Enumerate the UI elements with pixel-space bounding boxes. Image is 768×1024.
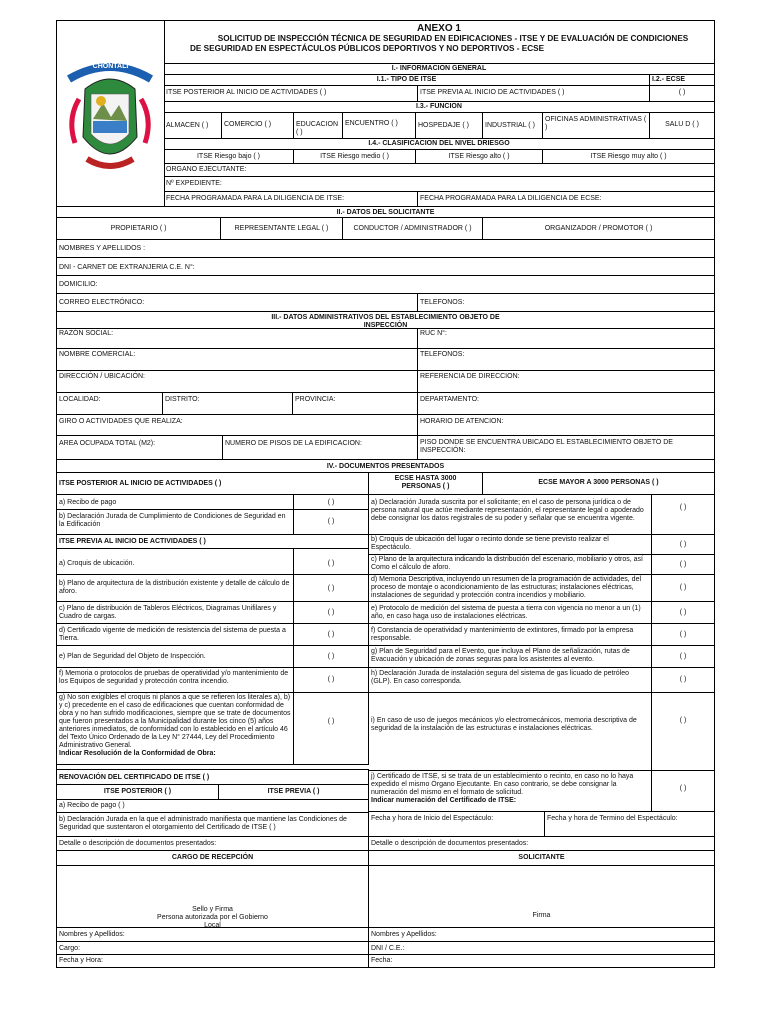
tipo-itse-title: I.1.- TIPO DE ITSE <box>164 75 650 86</box>
persona-autorizada-label: Persona autorizada por el Gobierno <box>157 914 268 921</box>
ecse-juegos-mecanicos-check[interactable]: ( ) <box>652 693 714 771</box>
ecse-memoria-descriptiva: d) Memoria Descriptiva, incluyendo un resumen de la programación de actividades, del proceso de montaje o acondicionamiento de las estructuras; instalaciones eléctricas, instalaciones de seguridad y protección contra incendios y mobiliario. <box>369 575 652 602</box>
itse-previa-option[interactable]: ITSE PREVIA AL INICIO DE ACTIVIDADES ( ) <box>418 86 650 102</box>
ecse-croquis-check[interactable]: ( ) <box>652 535 714 555</box>
doc-plano-arquitectura-check[interactable]: ( ) <box>294 575 369 602</box>
telefonos-establecimiento-field[interactable]: TELEFONOS: <box>418 349 714 371</box>
doc-memoria-protocolos-check[interactable]: ( ) <box>294 668 369 693</box>
ecse-constancia-extintores: f) Constancia de operatividad y mantenimiento de extintores, firmado por la empresa responsable. <box>369 624 652 646</box>
clasificacion-title: I.4.- CLASIFICACION DEL NIVEL DRIESGO <box>164 139 714 150</box>
riesgo-bajo[interactable]: ITSE Riesgo bajo ( ) <box>164 150 294 164</box>
renovacion-itse-posterior[interactable]: ITSE POSTERIOR ( ) <box>57 785 219 800</box>
pisos-field[interactable]: NUMERO DE PISOS DE LA EDIFICACION: <box>223 436 418 459</box>
fecha-ecse-field[interactable]: FECHA PROGRAMADA PARA LA DILIGENCIA DE ECSE: <box>420 195 602 202</box>
area-field[interactable]: AREA OCUPADA TOTAL (M2): <box>57 436 223 459</box>
logo-text: CHONTALI <box>92 63 129 70</box>
funcion-comercio[interactable]: COMERCIO ( ) <box>222 113 294 139</box>
solicitante-fecha-field[interactable]: Fecha: <box>371 957 393 964</box>
ecse-certificado-itse-check[interactable]: ( ) <box>679 785 687 792</box>
detalle-documentos-right[interactable]: Detalle o descripción de documentos presentados: <box>369 837 714 851</box>
ecse-checkbox[interactable]: ( ) <box>650 86 714 102</box>
ecse-mayor-3000-title[interactable]: ECSE MAYOR A 3000 PERSONAS ( ) <box>483 473 714 495</box>
distrito-field[interactable]: DISTRITO: <box>163 393 293 415</box>
riesgo-muy-alto[interactable]: ITSE Riesgo muy alto ( ) <box>543 150 714 164</box>
logo-cell <box>57 21 165 206</box>
propietario-option[interactable]: PROPIETARIO ( ) <box>57 218 221 240</box>
conformidad-obra-label: Indicar Resolución de la Conformidad de Obra: <box>59 750 216 757</box>
form-title-2: DE SEGURIDAD EN ESPECTÁCULOS PÚBLICOS DEPORTIVOS Y NO DEPORTIVOS - ECSE <box>190 44 545 53</box>
ecse-certificado-itse-text: j) Certificado de ITSE, si se trata de un establecimiento o recinto, en caso no lo haya expedido el mismo Órgano Ejecutante. En caso contrario, se debe consignar la numeración del mismo en el formato de solicitud. <box>371 773 634 796</box>
representante-option[interactable]: REPRESENTANTE LEGAL ( ) <box>221 218 343 240</box>
ecse-memoria-descriptiva-check[interactable]: ( ) <box>652 575 714 602</box>
ecse-declaracion-jurada-check[interactable]: ( ) <box>652 495 714 535</box>
direccion-field[interactable]: DIRECCIÓN / UBICACIÓN: <box>57 371 418 393</box>
ecse-declaracion-glp: h) Declaración Jurada de instalación segura del sistema de gas licuado de petróleo (GLP). En caso corresponda. <box>369 668 652 693</box>
ecse-plan-seguridad-check[interactable]: ( ) <box>652 646 714 668</box>
section-4-title: IV.- DOCUMENTOS PRESENTADOS <box>57 459 714 473</box>
ecse-plano-arquitectura-check[interactable]: ( ) <box>652 555 714 575</box>
form-title-1: SOLICITUD DE INSPECCIÓN TÉCNICA DE SEGURIDAD EN EDIFICACIONES - ITSE Y DE EVALUACIÓN DE CONDICIONES <box>217 34 689 43</box>
horario-field[interactable]: HORARIO DE ATENCION: <box>418 415 714 436</box>
doc-no-exigibles <box>57 693 294 765</box>
piso-ubicacion-field[interactable]: PISO DONDE SE ENCUENTRA UBICADO EL ESTABLECIMIENTO OBJETO DE INSPECCIÓN: <box>420 439 673 454</box>
cargo-field[interactable]: Cargo: <box>57 942 369 955</box>
doc-declaracion-jurada-check[interactable]: ( ) <box>294 510 369 535</box>
telefonos-solicitante-field[interactable]: TELEFONOS: <box>420 299 465 306</box>
doc-plano-arquitectura: b) Plano de arquitectura de la distribución existente y detalle de cálculo de aforo. <box>57 575 294 602</box>
fecha-termino-espectaculo[interactable]: Fecha y hora de Termino del Espectáculo: <box>545 811 714 837</box>
renovacion-title[interactable]: RENOVACIÓN DEL CERTIFICADO DE ITSE ( ) <box>57 769 369 785</box>
renovacion-declaracion-jurada[interactable]: b) Declaración Jurada en la que el administrado manifiesta que mantiene las Condiciones de Seguridad que sustentaron el otorgamiento del Certificado de ITSE ( ) <box>57 812 369 837</box>
funcion-educacion[interactable]: EDUCACION ( ) <box>294 113 343 139</box>
ecse-croquis: b) Croquis de ubicación del lugar o recinto donde se tiene previsto realizar el Espectáculo. <box>369 535 652 555</box>
ecse-plano-arquitectura: c) Plano de la arquitectura indicando la distribución del escenario, mobiliario y otros, así Como el cálculo de aforo. <box>369 555 652 575</box>
cargo-fecha-hora-field[interactable]: Fecha y Hora: <box>57 955 369 967</box>
doc-recibo-pago-check[interactable]: ( ) <box>294 495 369 510</box>
doc-croquis-check[interactable]: ( ) <box>294 549 369 575</box>
provincia-field[interactable]: PROVINCIA: <box>293 393 418 415</box>
funcion-industrial[interactable]: INDUSTRIAL ( ) <box>483 113 543 139</box>
ecse-hasta-3000-title[interactable]: ECSE HASTA 3000 PERSONAS ( ) <box>369 473 483 495</box>
section-3-title <box>57 311 714 329</box>
doc-plano-tableros-check[interactable]: ( ) <box>294 602 369 624</box>
section-2-title: II.- DATOS DEL SOLICITANTE <box>57 206 714 218</box>
doc-declaracion-jurada: b) Declaración Jurada de Cumplimiento de Condiciones de Seguridad en la Edificación <box>57 510 294 535</box>
nombre-comercial-field[interactable]: NOMBRE COMERCIAL: <box>57 349 418 371</box>
doc-memoria-protocolos: f) Memoria o protocolos de pruebas de operatividad y/o mantenimiento de los Equipos de seguridad y protección contra incendio. <box>57 668 294 693</box>
renovacion-recibo-pago[interactable]: a) Recibo de pago ( ) <box>57 800 369 813</box>
expediente-field[interactable]: Nº EXPEDIENTE: <box>164 177 714 192</box>
funcion-almacen[interactable]: ALMACEN ( ) <box>164 113 222 139</box>
ecse-title: I.2.- ECSE <box>650 75 714 86</box>
funcion-title: I.3.- FUNCION <box>164 102 714 113</box>
itse-posterior-option[interactable]: ITSE POSTERIOR AL INICIO DE ACTIVIDADES ( ) <box>164 86 418 102</box>
section-3-title-line2: INSPECCIÓN <box>363 322 408 329</box>
domicilio-field[interactable]: DOMICILIO: <box>57 276 714 294</box>
sello-firma-label: Sello y Firma <box>192 906 233 913</box>
sello-firma-area[interactable] <box>57 866 369 928</box>
annex-title: ANEXO 1 <box>417 23 461 34</box>
numeracion-certificado-label: Indicar numeración del Certificado de ITSE: <box>371 797 517 804</box>
doc-certificado-puesta-tierra: d) Certificado vigente de medición de resistencia del sistema de puesta a Tierra. <box>57 624 294 646</box>
referencia-field[interactable]: REFERENCIA DE DIRECCION: <box>418 371 714 393</box>
organo-ejecutante-field[interactable]: ORGANO EJECUTANTE: <box>164 164 714 177</box>
fecha-itse-field[interactable]: FECHA PROGRAMADA PARA LA DILIGENCIA DE ITSE: <box>164 192 418 206</box>
ecse-protocolo-tierra-check[interactable]: ( ) <box>652 602 714 624</box>
solicitante-dni-field[interactable]: DNI / C.E.: <box>369 942 714 955</box>
doc-plan-seguridad-check[interactable]: ( ) <box>294 646 369 668</box>
ecse-protocolo-tierra: e) Protocolo de medición del sistema de puesta a tierra con vigencia no menor a un (1) año, en caso haga uso de instalaciones eléctricas. <box>369 602 652 624</box>
detalle-documentos-left[interactable]: Detalle o descripción de documentos presentados: <box>57 837 369 851</box>
doc-certificado-puesta-tierra-check[interactable]: ( ) <box>294 624 369 646</box>
giro-field[interactable]: GIRO O ACTIVIDADES QUE REALIZA: <box>57 415 418 436</box>
doc-no-exigibles-check[interactable]: ( ) <box>294 693 369 765</box>
doc-croquis: a) Croquis de ubicación. <box>57 549 294 575</box>
departamento-field[interactable]: DEPARTAMENTO: <box>418 393 714 415</box>
itse-posterior-docs-title[interactable]: ITSE POSTERIOR AL INICIO DE ACTIVIDADES ( ) <box>57 473 369 495</box>
itse-previa-docs-title[interactable]: ITSE PREVIA AL INICIO DE ACTIVIDADES ( ) <box>57 535 369 549</box>
riesgo-medio[interactable]: ITSE Riesgo medio ( ) <box>294 150 416 164</box>
doc-no-exigibles-text: g) No son exigibles el croquis ni planos a que se refieren los literales a), b) y c) precedente en el caso de edificaciones que cuentan conformidad de obra y no han sufrido modificaciones, siempre que se trate de documentos que fueron presentados a la Municipalidad durante los cinco (5) años anteriores inmediatos, de conformidad con lo establecido en el artículo 46 del Texto Único Ordenado de la Ley N° 27444, Ley del Procedimiento Administrativo General. <box>59 694 291 749</box>
dni-field[interactable]: DNI - CARNET DE EXTRANJERIA C.E. N°: <box>57 258 714 276</box>
riesgo-alto[interactable]: ITSE Riesgo alto ( ) <box>416 150 543 164</box>
doc-recibo-pago: a) Recibo de pago <box>57 495 294 510</box>
funcion-salud[interactable]: SALU D ( ) <box>650 113 714 139</box>
ecse-constancia-extintores-check[interactable]: ( ) <box>652 624 714 646</box>
ecse-plan-seguridad: g) Plan de Seguridad para el Evento, que incluya el Plano de señalización, rutas de Evacuación y ubicación de zonas seguras para los asistentes al evento. <box>369 646 652 668</box>
section-3-title-line1: III.- DATOS ADMINISTRATIVOS DEL ESTABLECIMIENTO OBJETO DE <box>271 314 500 321</box>
funcion-encuentro[interactable]: ENCUENTRO ( ) <box>343 113 416 139</box>
ecse-certificado-itse <box>369 771 652 811</box>
firma-solicitante-area[interactable]: Firma <box>369 866 714 928</box>
ecse-declaracion-glp-check[interactable]: ( ) <box>652 668 714 693</box>
cargo-recepcion-title: CARGO DE RECEPCIÓN <box>57 851 369 866</box>
correo-field[interactable]: CORREO ELECTRÓNICO: <box>57 294 418 311</box>
local-label: Local <box>204 922 221 928</box>
itse-form <box>56 20 715 968</box>
renovacion-itse-previa[interactable]: ITSE PREVIA ( ) <box>219 785 369 800</box>
funcion-hospedaje[interactable]: HOSPEDAJE ( ) <box>416 113 483 139</box>
doc-plano-tableros: c) Plano de distribución de Tableros Eléctricos, Diagramas Unifilares y Cuadro de cargas. <box>57 602 294 624</box>
doc-plan-seguridad: e) Plan de Seguridad del Objeto de Inspección. <box>57 646 294 668</box>
ecse-juegos-mecanicos: i) En caso de uso de juegos mecánicos y/o electromecánicos, memoria descriptiva de seguridad de la instalación de las estructuras e instalaciones eléctricas. <box>369 693 652 771</box>
solicitante-nombres-field[interactable]: Nombres y Apellidos: <box>369 928 714 942</box>
funcion-oficinas[interactable]: OFICINAS ADMINISTRATIVAS ( ) <box>543 113 650 139</box>
cargo-nombres-field[interactable]: Nombres y Apellidos: <box>57 928 369 942</box>
conductor-option[interactable]: CONDUCTOR / ADMINISTRADOR ( ) <box>343 218 483 240</box>
localidad-field[interactable]: LOCALIDAD: <box>57 393 163 415</box>
organizador-option[interactable]: ORGANIZADOR / PROMOTOR ( ) <box>483 218 714 240</box>
section-1-title: I.- INFORMACION GENERAL <box>164 63 714 75</box>
razon-social-field[interactable]: RAZÓN SOCIAL: <box>57 329 418 349</box>
nombres-field[interactable]: NOMBRES Y APELLIDOS : <box>57 240 714 258</box>
ruc-field[interactable]: RUC N°: <box>418 329 714 349</box>
logo-year: 1943 <box>104 173 116 179</box>
solicitante-title: SOLICITANTE <box>369 851 714 866</box>
fecha-inicio-espectaculo[interactable]: Fecha y hora de Inicio del Espectáculo: <box>369 811 545 837</box>
ecse-declaracion-jurada: a) Declaración Jurada suscrita por el solicitante; en el caso de persona jurídica o de persona natural que actúe mediante representación, el representante legal o apoderado debe consignar los datos registrales de su poder y señalar que se encuentra vigente. <box>369 495 652 535</box>
